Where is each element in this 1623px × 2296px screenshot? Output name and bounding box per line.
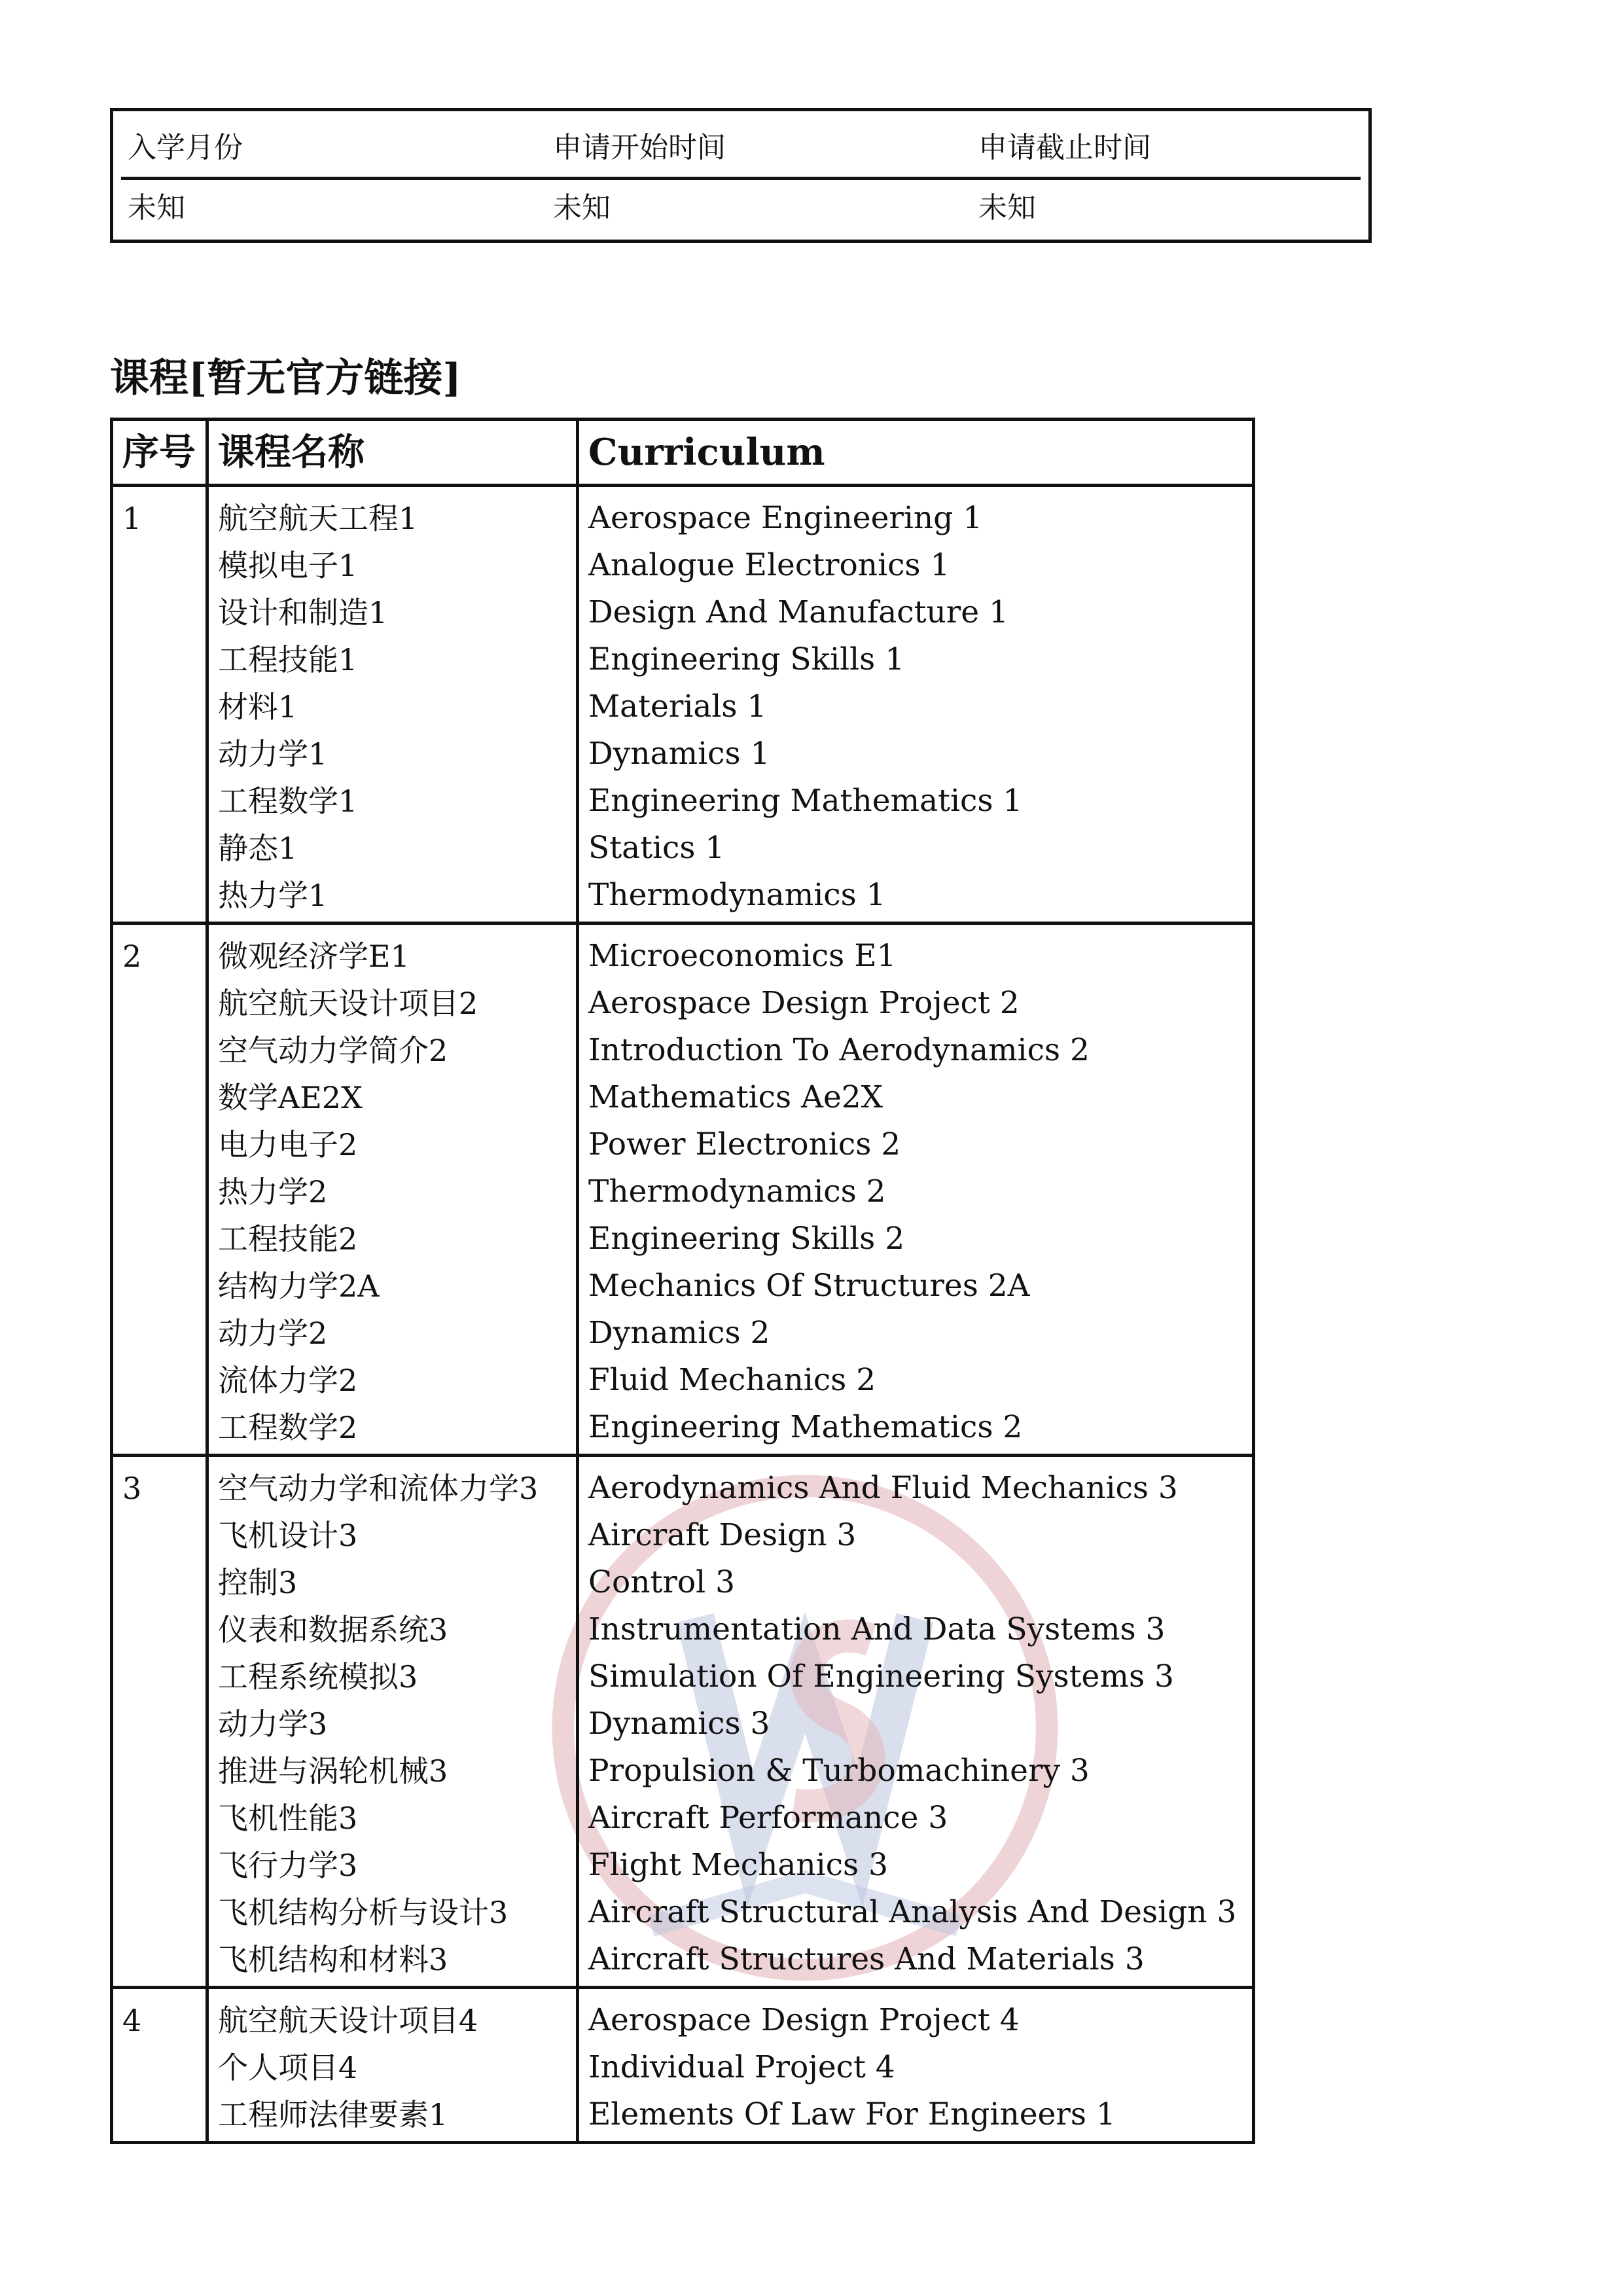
course-name-en: Microeconomics E1 (588, 938, 897, 974)
application-deadline-header: 申请截止时间 (978, 131, 1151, 164)
course-name-en: Aerospace Design Project 4 (588, 2002, 1020, 2038)
course-name-header: 课程名称 (207, 420, 578, 486)
course-name-cn: 设计和制造1 (218, 595, 388, 630)
course-name-en: Engineering Skills 1 (588, 641, 905, 677)
intake-header-divider (121, 177, 1361, 180)
year-number: 1 (122, 501, 142, 536)
course-name-en: Thermodynamics 1 (588, 877, 886, 913)
course-name-en: Aerospace Design Project 2 (588, 985, 1020, 1021)
course-name-cn: 推进与涡轮机械3 (218, 1753, 448, 1789)
course-name-cn: 微观经济学E1 (218, 939, 410, 974)
course-name-cn: 工程数学1 (218, 783, 358, 819)
courses-table (110, 418, 1255, 2144)
table-row (112, 1456, 1254, 1988)
course-names-cell (207, 486, 578, 924)
course-name-cn: 航空航天工程1 (218, 501, 418, 536)
course-name-cn: 空气动力学简介2 (218, 1033, 448, 1068)
course-name-cn: 热力学2 (218, 1174, 328, 1210)
course-name-cn: 个人项目4 (218, 2050, 358, 2085)
course-name-cn: 静态1 (218, 831, 298, 866)
course-name-cn: 飞机设计3 (218, 1518, 358, 1553)
course-name-cn: 电力电子2 (218, 1127, 358, 1162)
course-name-cn: 工程数学2 (218, 1410, 358, 1445)
course-name-cn: 控制3 (218, 1565, 298, 1600)
year-number-cell (112, 1456, 207, 1988)
course-name-en: Instrumentation And Data Systems 3 (588, 1611, 1166, 1647)
year-number: 2 (122, 939, 142, 974)
course-name-cn: 动力学3 (218, 1706, 328, 1742)
course-name-en: Flight Mechanics 3 (588, 1847, 888, 1883)
year-number: 3 (122, 1471, 142, 1506)
curriculum-cell (578, 1988, 1254, 2143)
course-name-en: Engineering Mathematics 1 (588, 783, 1023, 819)
course-name-en: Analogue Electronics 1 (588, 547, 950, 583)
course-name-cn: 仪表和数据系统3 (218, 1612, 448, 1647)
course-name-cn: 飞机结构分析与设计3 (218, 1895, 508, 1930)
course-name-cn: 动力学1 (218, 736, 328, 772)
course-name-cn: 工程技能2 (218, 1221, 358, 1257)
course-name-en: Thermodynamics 2 (588, 1174, 886, 1210)
course-names-cell (207, 1988, 578, 2143)
course-name-cn: 空气动力学和流体力学3 (218, 1471, 539, 1506)
course-name-cn: 数学AE2X (218, 1080, 363, 1115)
course-name-cn: 热力学1 (218, 878, 328, 913)
course-name-en: Aerodynamics And Fluid Mechanics 3 (588, 1470, 1178, 1506)
course-name-cn: 工程技能1 (218, 642, 358, 677)
number-header: 序号 (112, 420, 207, 486)
course-name-en: Engineering Mathematics 2 (588, 1409, 1023, 1445)
course-name-cn: 飞机性能3 (218, 1801, 358, 1836)
course-name-en: Dynamics 1 (588, 736, 770, 772)
course-name-en: Mathematics Ae2X (588, 1079, 883, 1115)
course-name-en: Fluid Mechanics 2 (588, 1362, 876, 1398)
course-name-cn: 材料1 (218, 689, 298, 725)
table-row (112, 1988, 1254, 2143)
course-name-cn: 工程师法律要素1 (218, 2097, 448, 2132)
courses-section-title: 课程[暂无官方链接] (110, 355, 461, 401)
courses-header-row (112, 420, 1254, 486)
table-row (112, 486, 1254, 924)
course-name-cn: 飞行力学3 (218, 1848, 358, 1883)
curriculum-cell (578, 486, 1254, 924)
course-name-en: Statics 1 (588, 830, 725, 866)
course-name-en: Engineering Skills 2 (588, 1221, 905, 1257)
intake-table (110, 108, 1372, 243)
course-name-cn: 模拟电子1 (218, 548, 358, 583)
course-name-en: Aircraft Structural Analysis And Design 3 (588, 1894, 1237, 1930)
course-name-en: Dynamics 3 (588, 1706, 770, 1742)
course-names-cell (207, 924, 578, 1456)
course-name-cn: 动力学2 (218, 1316, 328, 1351)
course-name-en: Individual Project 4 (588, 2049, 895, 2085)
course-name-en: Aircraft Structures And Materials 3 (588, 1941, 1145, 1977)
year-number-cell (112, 486, 207, 924)
course-name-en: Power Electronics 2 (588, 1126, 901, 1162)
course-name-en: Elements Of Law For Engineers 1 (588, 2096, 1116, 2132)
course-name-en: Dynamics 2 (588, 1315, 770, 1351)
year-number-cell (112, 1988, 207, 2143)
course-name-en: Mechanics Of Structures 2A (588, 1268, 1030, 1304)
intake-month-header: 入学月份 (128, 131, 243, 164)
courses-table-body (112, 486, 1254, 2143)
course-name-en: Control 3 (588, 1564, 736, 1600)
course-name-cn: 流体力学2 (218, 1363, 358, 1398)
course-name-en: Simulation Of Engineering Systems 3 (588, 1659, 1174, 1695)
year-number: 4 (122, 2003, 142, 2038)
year-number-cell (112, 924, 207, 1456)
course-name-en: Aerospace Engineering 1 (588, 500, 983, 536)
course-name-cn: 工程系统模拟3 (218, 1659, 418, 1695)
course-names-cell (207, 1456, 578, 1988)
curriculum-cell (578, 1456, 1254, 1988)
course-name-en: Design And Manufacture 1 (588, 594, 1008, 630)
curriculum-cell (578, 924, 1254, 1456)
course-name-en: Introduction To Aerodynamics 2 (588, 1032, 1090, 1068)
table-row (112, 924, 1254, 1456)
intake-month-value: 未知 (128, 191, 185, 224)
curriculum-header: Curriculum (578, 420, 1254, 486)
course-name-en: Materials 1 (588, 689, 767, 725)
application-start-value: 未知 (553, 191, 611, 224)
course-name-en: Propulsion & Turbomachinery 3 (588, 1753, 1090, 1789)
course-name-cn: 结构力学2A (218, 1268, 380, 1304)
course-name-cn: 航空航天设计项目2 (218, 986, 478, 1021)
course-name-en: Aircraft Design 3 (588, 1517, 857, 1553)
application-deadline-value: 未知 (978, 191, 1036, 224)
course-name-cn: 飞机结构和材料3 (218, 1942, 448, 1977)
course-name-cn: 航空航天设计项目4 (218, 2003, 478, 2038)
application-start-header: 申请开始时间 (553, 131, 726, 164)
course-name-en: Aircraft Performance 3 (588, 1800, 948, 1836)
